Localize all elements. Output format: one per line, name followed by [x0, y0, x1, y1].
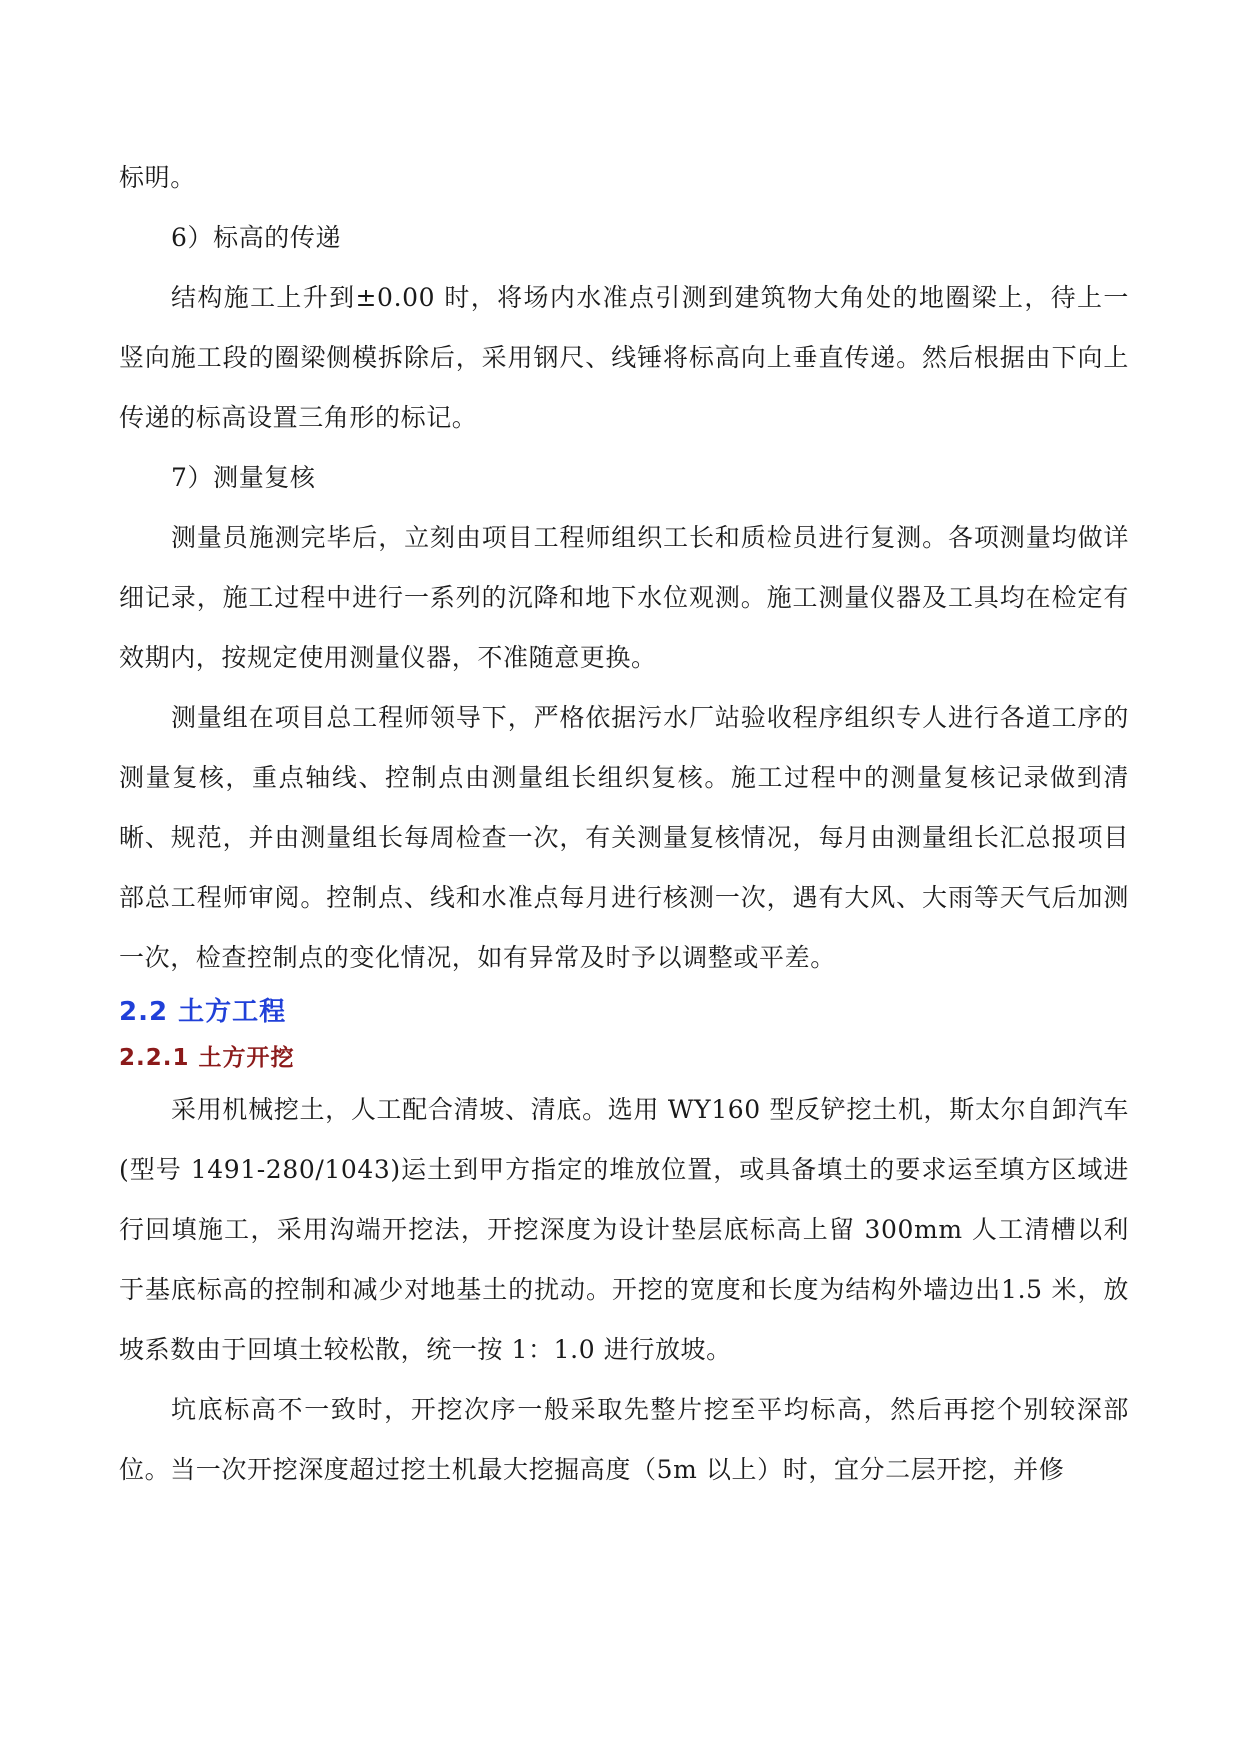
- paragraph-elevation-transfer: 结构施工上升到±0.00 时，将场内水准点引测到建筑物大角处的地圈梁上，待上一竖向施工段的圈梁侧模拆除后，采用钢尺、线锤将标高向上垂直传递。然后根据由下向上传递的标高设置三角形的标记。: [119, 283, 1129, 432]
- continuation-line: 标明。: [119, 163, 196, 192]
- subsection-heading: 2.2.1 土方开挖: [119, 1045, 295, 1071]
- page-content: [119, 148, 1129, 1500]
- item-heading-survey-review: 7）测量复核: [171, 463, 316, 492]
- item-heading-elevation-transfer: 6）标高的传递: [171, 223, 342, 252]
- paragraph-excavation-2: 坑底标高不一致时，开挖次序一般采取先整片挖至平均标高，然后再挖个别较深部位。当一次开挖深度超过挖土机最大挖掘高度（5m 以上）时，宜分二层开挖，并修: [119, 1395, 1129, 1484]
- section-heading: 2.2 土方工程: [119, 997, 287, 1027]
- paragraph-survey-review-1: 测量员施测完毕后，立刻由项目工程师组织工长和质检员进行复测。各项测量均做详细记录，施工过程中进行一系列的沉降和地下水位观测。施工测量仪器及工具均在检定有效期内，按规定使用测量仪器，不准随意更换。: [119, 523, 1129, 672]
- paragraph-excavation-1: 采用机械挖土，人工配合清坡、清底。选用 WY160 型反铲挖土机，斯太尔自卸汽车(型号 1491-280/1043)运土到甲方指定的堆放位置，或具备填土的要求运至填方区域进行回填施工，采用沟端开挖法，开挖深度为设计垫层底标高上留 300mm 人工清槽以利于基底标高的控制和减少对地基土的扰动。开挖的宽度和长度为结构外墙边出1.5 米，放坡系数由于回填土较松散，统一按 1：1.0 进行放坡。: [119, 1095, 1129, 1364]
- paragraph-survey-review-2: 测量组在项目总工程师领导下，严格依据污水厂站验收程序组织专人进行各道工序的测量复核，重点轴线、控制点由测量组长组织复核。施工过程中的测量复核记录做到清晰、规范，并由测量组长每周检查一次，有关测量复核情况，每月由测量组长汇总报项目部总工程师审阅。控制点、线和水准点每月进行核测一次，遇有大风、大雨等天气后加测一次，检查控制点的变化情况，如有异常及时予以调整或平差。: [119, 703, 1129, 972]
